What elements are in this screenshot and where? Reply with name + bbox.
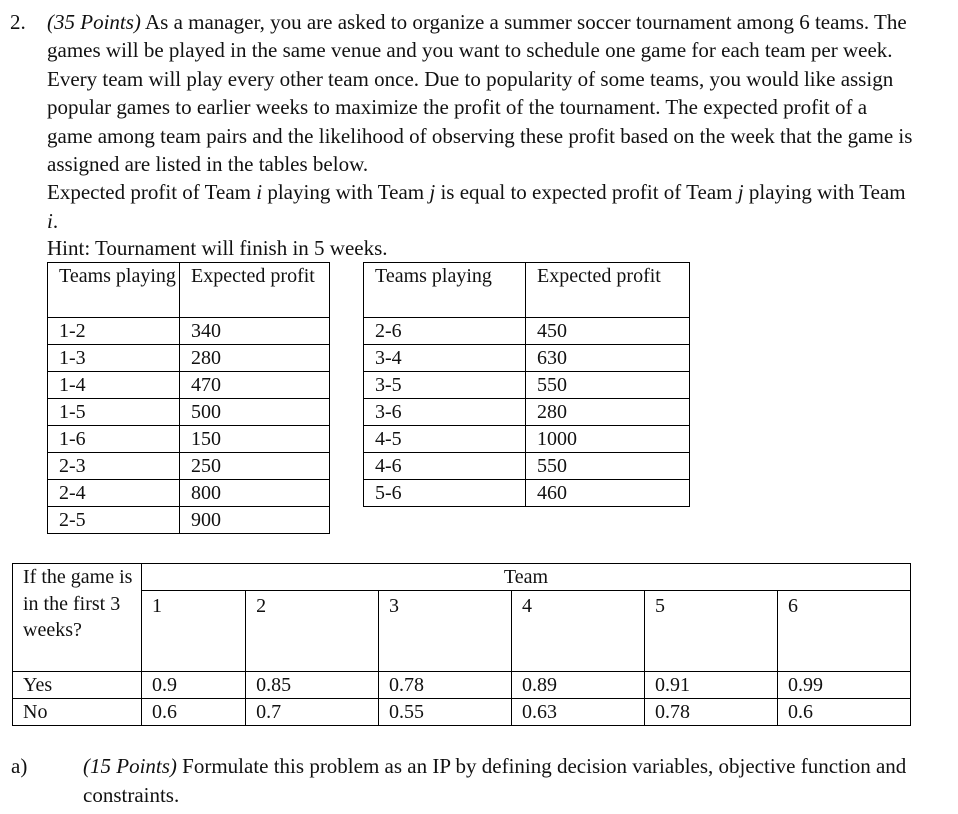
profit-table-right xyxy=(363,262,690,507)
sym-var: i xyxy=(256,180,263,205)
profit-value: 900 xyxy=(180,507,330,534)
table-row xyxy=(364,372,690,399)
row-label: Yes xyxy=(13,672,142,699)
question-points: (35 Points) xyxy=(47,10,141,34)
table-row xyxy=(364,480,690,507)
profit-value: 1000 xyxy=(526,426,690,453)
profit-value: 340 xyxy=(180,318,330,345)
part-a xyxy=(11,752,923,810)
team-number: 4 xyxy=(512,591,645,672)
profit-value: 280 xyxy=(526,399,690,426)
team-number: 3 xyxy=(379,591,512,672)
table-row xyxy=(48,399,330,426)
sym-text: playing with Team xyxy=(262,180,430,205)
part-a-points: (15 Points) xyxy=(83,754,177,778)
team-pair: 5-6 xyxy=(364,480,526,507)
likelihood-value: 0.6 xyxy=(778,699,911,726)
table-row xyxy=(48,480,330,507)
profit-value: 280 xyxy=(180,345,330,372)
likelihood-value: 0.89 xyxy=(512,672,645,699)
sym-var: j xyxy=(429,180,436,205)
table-row xyxy=(364,345,690,372)
likelihood-value: 0.78 xyxy=(645,699,778,726)
profit-value: 500 xyxy=(180,399,330,426)
profit-table-left xyxy=(47,262,330,534)
table-row xyxy=(364,453,690,480)
team-pair: 2-4 xyxy=(48,480,180,507)
table-row xyxy=(364,399,690,426)
profit-value: 460 xyxy=(526,480,690,507)
team-pair: 2-3 xyxy=(48,453,180,480)
team-number: 1 xyxy=(142,591,246,672)
sym-var: i xyxy=(47,208,53,233)
profit-value: 250 xyxy=(180,453,330,480)
likelihood-value: 0.9 xyxy=(142,672,246,699)
team-pair: 2-5 xyxy=(48,507,180,534)
profit-value: 800 xyxy=(180,480,330,507)
question-body xyxy=(47,8,917,235)
part-a-line xyxy=(11,752,923,810)
team-pair: 1-3 xyxy=(48,345,180,372)
team-pair: 1-2 xyxy=(48,318,180,345)
likelihood-value: 0.85 xyxy=(246,672,379,699)
sym-text: . xyxy=(52,208,59,233)
table-row xyxy=(48,507,330,534)
hint: Hint: Tournament will finish in 5 weeks. xyxy=(47,236,388,260)
profit-value: 550 xyxy=(526,372,690,399)
profit-value: 470 xyxy=(180,372,330,399)
team-pair: 3-4 xyxy=(364,345,526,372)
team-pair: 3-5 xyxy=(364,372,526,399)
likelihood-table xyxy=(12,563,911,726)
team-header: Team xyxy=(142,564,911,591)
row-label: No xyxy=(13,699,142,726)
header-teams-playing: Teams playing xyxy=(48,263,180,318)
header-teams-playing: Teams playing xyxy=(364,263,526,318)
question-intro-text: As a manager, you are asked to organize a summer soccer tournament among 6 teams. The games will be played in the same venue and you want to schedule one game for each team per week. Every team will play every other team once. Due to popularity of some teams, you would like assign popular games to earlier weeks to maximize the profit of the tournament. The expected profit of a game among team pairs and the likelihood of observing these profit based on the week that the game is assigned are listed in the tables below. xyxy=(47,10,913,177)
likelihood-value: 0.78 xyxy=(379,672,512,699)
profit-value: 450 xyxy=(526,318,690,345)
team-pair: 4-6 xyxy=(364,453,526,480)
likelihood-value: 0.55 xyxy=(379,699,512,726)
table-row xyxy=(48,318,330,345)
table-row xyxy=(13,699,911,726)
table-row xyxy=(48,372,330,399)
team-pair: 3-6 xyxy=(364,399,526,426)
likelihood-value: 0.6 xyxy=(142,699,246,726)
corner-label: If the game is in the first 3 weeks? xyxy=(13,564,142,672)
team-number: 5 xyxy=(645,591,778,672)
profit-value: 150 xyxy=(180,426,330,453)
team-pair: 1-6 xyxy=(48,426,180,453)
team-pair: 1-5 xyxy=(48,399,180,426)
team-number: 6 xyxy=(778,591,911,672)
header-expected-profit: Expected profit xyxy=(526,263,690,318)
table-row xyxy=(364,318,690,345)
sym-text: Expected profit of Team xyxy=(47,180,257,205)
table-row xyxy=(48,345,330,372)
table-row xyxy=(364,426,690,453)
team-pair: 4-5 xyxy=(364,426,526,453)
table-row xyxy=(13,672,911,699)
team-number: 2 xyxy=(246,591,379,672)
sym-var: j xyxy=(737,180,744,205)
sym-text: playing with Team xyxy=(743,180,906,205)
question-number: 2. xyxy=(10,10,26,34)
profit-value: 630 xyxy=(526,345,690,372)
table-row xyxy=(48,453,330,480)
team-pair: 1-4 xyxy=(48,372,180,399)
likelihood-value: 0.63 xyxy=(512,699,645,726)
likelihood-value: 0.99 xyxy=(778,672,911,699)
part-a-label: a) xyxy=(11,754,28,778)
table-row xyxy=(48,426,330,453)
likelihood-value: 0.7 xyxy=(246,699,379,726)
likelihood-value: 0.91 xyxy=(645,672,778,699)
team-pair: 2-6 xyxy=(364,318,526,345)
question-intro xyxy=(47,8,917,178)
symmetry-statement xyxy=(47,178,917,235)
sym-text: is equal to expected profit of Team xyxy=(435,180,738,205)
header-expected-profit: Expected profit xyxy=(180,263,330,318)
part-a-text: Formulate this problem as an IP by defining decision variables, objective function and constraints. xyxy=(83,754,907,807)
profit-value: 550 xyxy=(526,453,690,480)
